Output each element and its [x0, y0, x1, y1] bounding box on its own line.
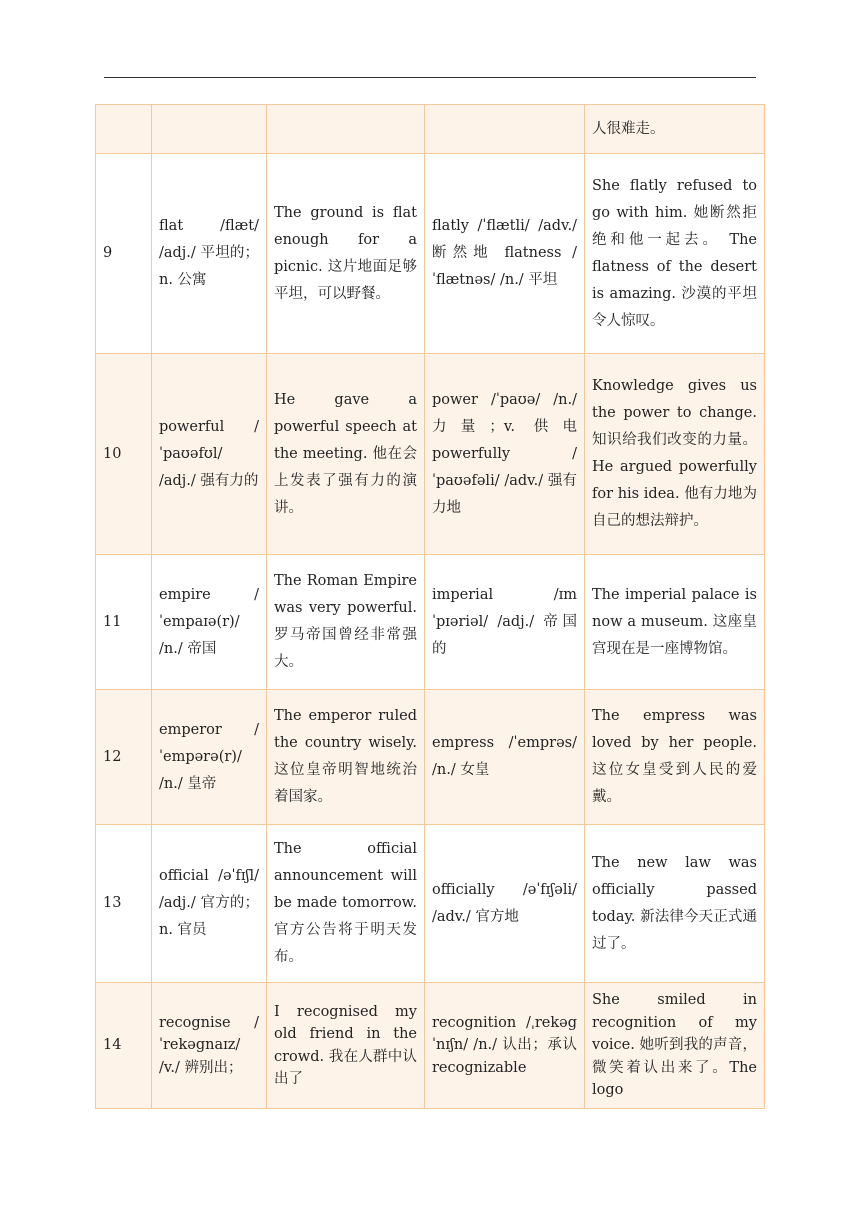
derived-example-cell: Knowledge gives us the power to change. 知识给我们改变的力量。He argued powerfully for his idea. 他有力地为自己的想法辩护。	[585, 354, 765, 555]
derived-example-cell: She flatly refused to go with him. 她断然拒绝和他一起去。 The flatness of the desert is amazing. 沙漠的平坦令人惊叹。	[585, 154, 765, 354]
example-cell: The emperor ruled the country wisely. 这位皇帝明智地统治着国家。	[267, 690, 425, 825]
derived-example-cell: The imperial palace is now a museum. 这座皇宫现在是一座博物馆。	[585, 555, 765, 690]
table-row	[96, 154, 765, 354]
word-cell: empire /ˈempaɪə(r)/ /n./ 帝国	[152, 555, 267, 690]
row-number: 11	[96, 555, 152, 690]
derived-cell: officially /əˈfɪʃəli/ /adv./ 官方地	[425, 825, 585, 983]
derived-cell: empress /ˈemprəs/ /n./ 女皇	[425, 690, 585, 825]
row-number: 13	[96, 825, 152, 983]
derived-cell: flatly /ˈflætli/ /adv./ 断然地 flatness /ˈflætnəs/ /n./ 平坦	[425, 154, 585, 354]
table-row	[96, 983, 765, 1109]
row-number: 9	[96, 154, 152, 354]
table-row	[96, 354, 765, 555]
derived-example-cell: The new law was officially passed today. 新法律今天正式通过了。	[585, 825, 765, 983]
row-number: 10	[96, 354, 152, 555]
word-cell: recognise /ˈrekəgnaɪz/ /v./ 辨别出；	[152, 983, 267, 1109]
word-cell: emperor /ˈempərə(r)/ /n./ 皇帝	[152, 690, 267, 825]
word-cell: flat /flæt/ /adj./ 平坦的；n. 公寓	[152, 154, 267, 354]
row-number	[96, 105, 152, 154]
derived-cell	[425, 105, 585, 154]
table-row	[96, 690, 765, 825]
word-cell: official /əˈfɪʃl/ /adj./ 官方的；n. 官员	[152, 825, 267, 983]
word-cell	[152, 105, 267, 154]
derived-example-cell: 人很难走。	[585, 105, 765, 154]
example-cell: I recognised my old friend in the crowd. 我在人群中认出了	[267, 983, 425, 1109]
table-row	[96, 105, 765, 154]
example-cell	[267, 105, 425, 154]
derived-example-cell: The empress was loved by her people. 这位女皇受到人民的爱戴。	[585, 690, 765, 825]
vocabulary-table	[95, 104, 765, 1109]
example-cell: The Roman Empire was very powerful. 罗马帝国曾经非常强大。	[267, 555, 425, 690]
derived-cell: imperial /ɪmˈpɪəriəl/ /adj./ 帝国的	[425, 555, 585, 690]
row-number: 12	[96, 690, 152, 825]
table-row	[96, 555, 765, 690]
word-cell: powerful /ˈpaʊəfʊl/ /adj./ 强有力的	[152, 354, 267, 555]
example-cell: The official announcement will be made tomorrow. 官方公告将于明天发布。	[267, 825, 425, 983]
derived-example-cell: She smiled in recognition of my voice. 她听到我的声音，微笑着认出来了。The logo	[585, 983, 765, 1109]
derived-cell: power /ˈpaʊə/ /n./ 力量；v. 供电 powerfully /ˈpaʊəfəli/ /adv./ 强有力地	[425, 354, 585, 555]
derived-cell: recognition /ˌrekəgˈnɪʃn/ /n./ 认出；承认 recognizable	[425, 983, 585, 1109]
table-row	[96, 825, 765, 983]
example-cell: He gave a powerful speech at the meeting. 他在会上发表了强有力的演讲。	[267, 354, 425, 555]
row-number: 14	[96, 983, 152, 1109]
header-rule	[104, 77, 756, 78]
example-cell: The ground is flat enough for a picnic. 这片地面足够平坦，可以野餐。	[267, 154, 425, 354]
